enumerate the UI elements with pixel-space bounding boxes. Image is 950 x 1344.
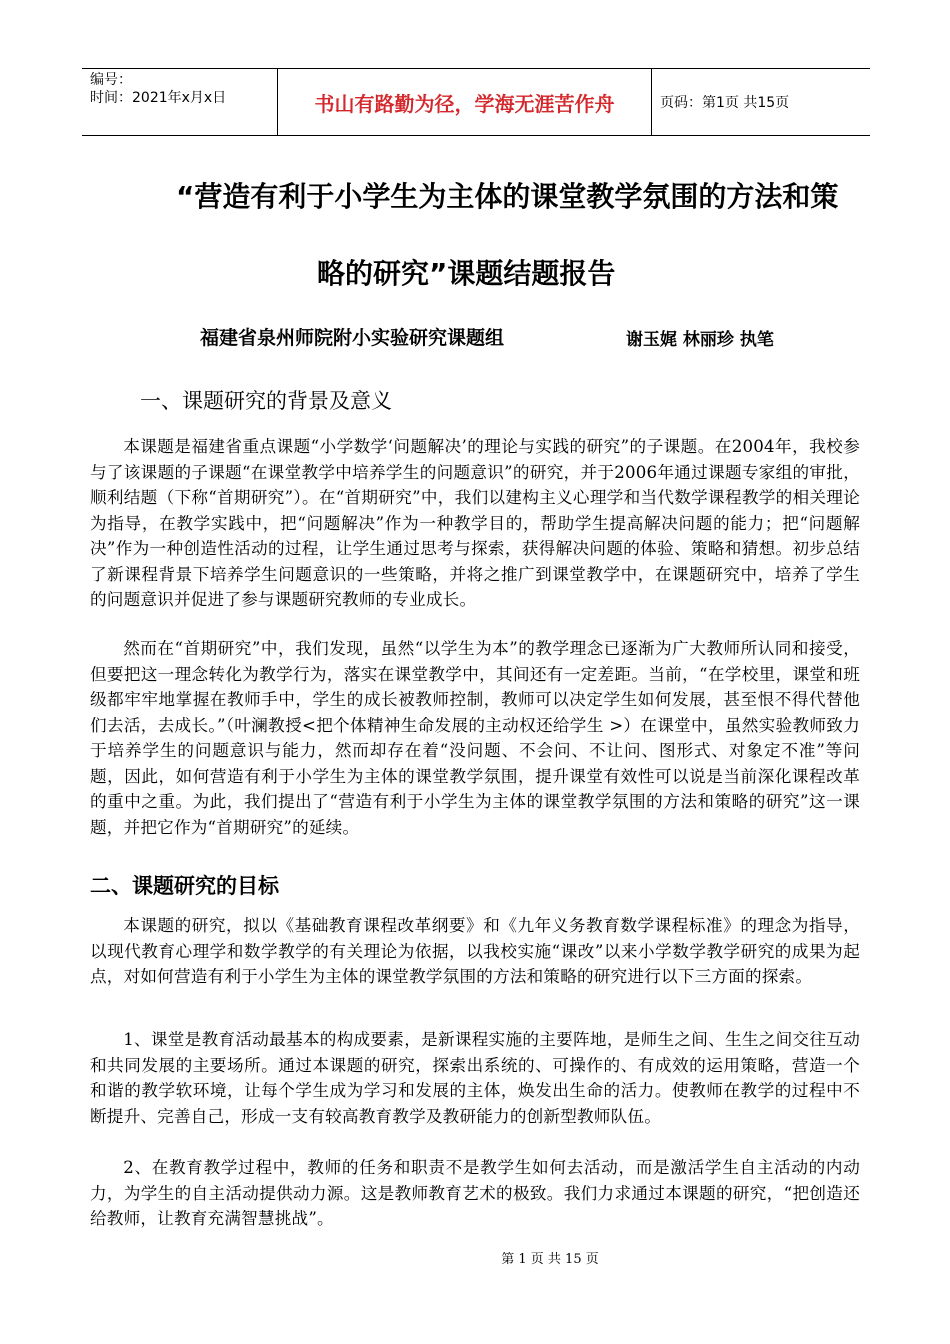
section-2-paragraph-2: 1、课堂是教育活动最基本的构成要素，是新课程实施的主要阵地，是师生之间、生生之间交往互动和共同发展的主要场所。通过本课题的研究，探索出系统的、可操作的、有成效的运用策略，营造一个和谐的教学软环境，让每个学生成为学习和发展的主体，焕发出生命的活力。使教师在教学的过程中不断提升、完善自己，形成一支有较高教育教学及教研能力的创新型教师队伍。 bbox=[90, 1030, 860, 1126]
title-line-2: 略的研究”课题结题报告 bbox=[317, 257, 616, 290]
section-1-paragraph-1: 本课题是福建省重点课题“小学数学‘问题解决’的理论与实践的研究”的子课题。在2004年，我校参与了该课题的子课题“在课堂教学中培养学生的问题意识”的研究，并于2006年通过课题专家组的审批，顺利结题（下称“首期研究”）。在“首期研究”中，我们以建构主义心理学和当代数学课程教学的相关理论为指导，在教学实践中，把“问题解决”作为一种教学目的，帮助学生提高解决问题的能力；把“问题解决”作为一种创造性活动的过程，让学生通过思考与探索，获得解决问题的体验、策略和猜想。初步总结了新课程背景下培养学生问题意识的一些策略，并将之推广到课堂教学中，在课题研究中，培养了学生的问题意识并促进了参与课题研究教师的专业成长。 bbox=[90, 437, 860, 609]
section-1-heading: 一、课题研究的背景及意义 bbox=[140, 389, 392, 413]
title-line-1: “营造有利于小学生为主体的课堂教学氛围的方法和策 bbox=[176, 180, 839, 213]
page-header bbox=[82, 68, 870, 136]
author-organization: 福建省泉州师院附小实验研究课题组 bbox=[200, 327, 505, 349]
header-page-info: 页码：第1页 共15页 bbox=[660, 95, 790, 111]
time-label: 时间：2021年x月x日 bbox=[90, 90, 227, 106]
number-label: 编号： bbox=[90, 72, 132, 88]
page-footer: 第 1 页 共 15 页 bbox=[501, 1252, 599, 1267]
section-2-heading: 二、课题研究的目标 bbox=[90, 874, 279, 898]
section-2-paragraph-3: 2、在教育教学过程中，教师的任务和职责不是教学生如何去活动，而是激活学生自主活动的内动力，为学生的自主活动提供动力源。这是教师教育艺术的极致。我们力求通过本课题的研究，“把创造还给教师，让教育充满智慧挑战”。 bbox=[90, 1158, 860, 1228]
section-1-paragraph-2: 然而在“首期研究”中，我们发现，虽然“以学生为本”的教学理念已逐渐为广大教师所认同和接受，但要把这一理念转化为教学行为，落实在课堂教学中，其间还有一定差距。当前，“在学校里，课堂和班级都牢牢地掌握在教师手中，学生的成长被教师控制，教师可以决定学生如何发展，甚至恨不得代替他们去活，去成长。”（叶澜教授<把个体精神生命发展的主动权还给学生 >）在课堂中，虽然实验教师致力于培养学生的问题意识与能力，然而却存在着“没问题、不会问、不让问、图形式、对象定不准”等问题，因此，如何营造有利于小学生为主体的课堂教学氛围，提升课堂有效性可以说是当前深化课程改革的重中之重。为此，我们提出了“营造有利于小学生为主体的课堂教学氛围的方法和策略的研究”这一课题，并把它作为“首期研究”的延续。 bbox=[90, 639, 860, 837]
author-writers: 谢玉娓 林丽珍 执笔 bbox=[626, 330, 774, 350]
header-meta bbox=[82, 69, 278, 135]
header-motto: 书山有路勤为径，学海无涯苦作舟 bbox=[278, 69, 652, 135]
section-2-paragraph-1: 本课题的研究，拟以《基础教育课程改革纲要》和《九年义务教育数学课程标准》的理念为指导，以现代教育心理学和数学教学的有关理论为依据，以我校实施“课改”以来小学数学教学研究的成果为起点，对如何营造有利于小学生为主体的课堂教学氛围的方法和策略的研究进行以下三方面的探索。 bbox=[90, 916, 860, 986]
